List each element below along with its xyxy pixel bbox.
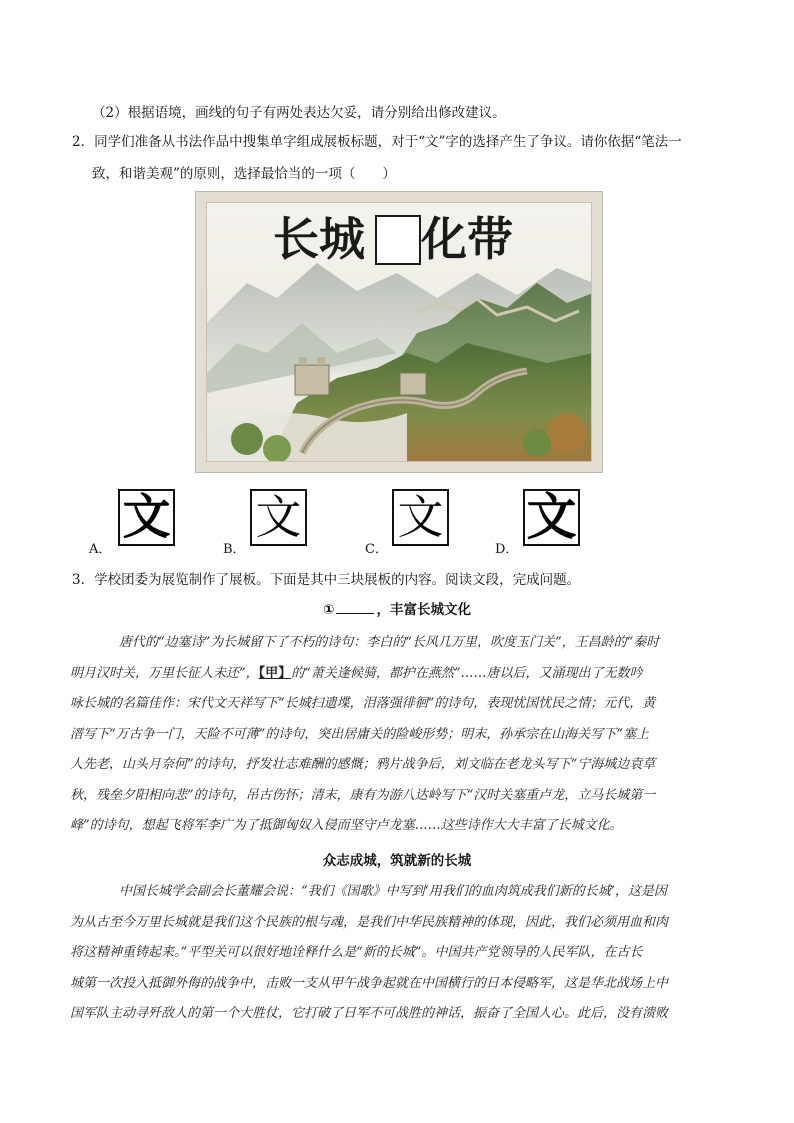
great-wall-painting: [195, 191, 603, 473]
option-b-label: B．: [223, 542, 246, 557]
para-line: [70, 659, 718, 690]
para-line: 咏长城的名篇佳作：宋代文天祥写下“长城扫遗堞，泪落强徘徊”的诗句，表现忧国忧民之情；元代，黄: [70, 696, 656, 711]
blank-marker-jia: 【甲】: [258, 665, 292, 681]
para-line: 城第一次投入抵御外侮的战争中，击败一支从甲午战争起就在中国横行的日本侵略军，这是华北战场上中: [70, 975, 669, 991]
para-line: 中国长城学会副会长董耀会说：“我们《国歌》中写到‘用我们的血肉筑成我们新的长城’，这是因: [119, 884, 667, 899]
para-line: 人先老，山头月奈何”的诗句，抒发壮志难酬的感慨；鸦片战争后，刘文临在老龙头写下“宁海城边袁草: [70, 757, 656, 772]
para-line: 将这精神重铸起来。”平型关可以很好地诠释什么是“新的长城”。中国共产党领导的人民军队，在古长: [70, 945, 643, 960]
board-2-heading: 众志成城，筑就新的长城: [322, 853, 472, 869]
board-1-heading: [0, 598, 794, 618]
para-text: 明月汉时关，万里长征人未还”，: [70, 665, 259, 681]
missing-character-box: [375, 215, 421, 265]
fill-in-blank: [336, 601, 374, 614]
para-line: 国军队主动寻歼敌人的第一个大胜仗，它打破了日军不可战胜的神话，振奋了全国人心。此后，没有溃败: [70, 1006, 669, 1021]
option-d-calligraphy: 文: [523, 489, 580, 546]
question-2-line-2: 致，和谐美观”的原则，选择最恰当的一项（ ）: [92, 166, 396, 182]
option-a-calligraphy: 文: [118, 489, 175, 546]
option-c-calligraphy: 文: [392, 489, 449, 546]
para-line: 为从古至今万里长城就是我们这个民族的根与魂，是我们中华民族精神的体现，因此，我们必须用血和肉: [70, 914, 669, 930]
para-line: 秋，残垒夕阳相向悲”的诗句，吊古伤怀；清末，康有为游八达岭写下“汉时关塞重卢龙，立马长城第一: [70, 787, 656, 803]
option-b-calligraphy: 文: [250, 489, 307, 546]
option-a-label: A．: [89, 542, 112, 557]
heading-text: ，丰富长城文化: [376, 602, 471, 618]
para-line: 峰”的诗句，想起飞将军李广为了抵御匈奴入侵而坚守卢龙塞……这些诗作大大丰富了长城文化。: [70, 818, 623, 833]
title-text-left: 长城: [273, 212, 365, 266]
option-c-label: C．: [365, 542, 388, 557]
question-2-line-1: 2．同学们准备从书法作品中搜集单字组成展板标题，对于“文”字的选择产生了争议。请你依据“笔法一: [72, 134, 682, 150]
heading-number: ①: [323, 602, 335, 618]
question-1-subpart: （2）根据语境，画线的句子有两处表达欠妥，请分别给出修改建议。: [92, 105, 506, 121]
option-d-label: D．: [495, 542, 519, 557]
question-3-intro: 3．学校团委为展览制作了展板。下面是其中三块展板的内容。阅读文段，完成问题。: [72, 572, 581, 588]
para-line: 溍写下“万古争一门，天险不可薄”的诗句，突出居庸关的险峻形势；明末，孙承宗在山海关写下“塞上: [70, 726, 649, 742]
display-board-title: [207, 211, 591, 267]
board-2-paragraph: [70, 877, 718, 1030]
board-1-paragraph: [70, 628, 718, 842]
para-text: 的“萧关逢候骑，都护在燕然”……唐以后，又涌现出了无数吟: [291, 665, 643, 681]
title-text-right: 化带: [421, 212, 513, 266]
para-line: 唐代的“边塞诗”为长城留下了不朽的诗句：李白的“长风几万里，吹度玉门关”，王昌龄的“秦时: [119, 635, 660, 650]
